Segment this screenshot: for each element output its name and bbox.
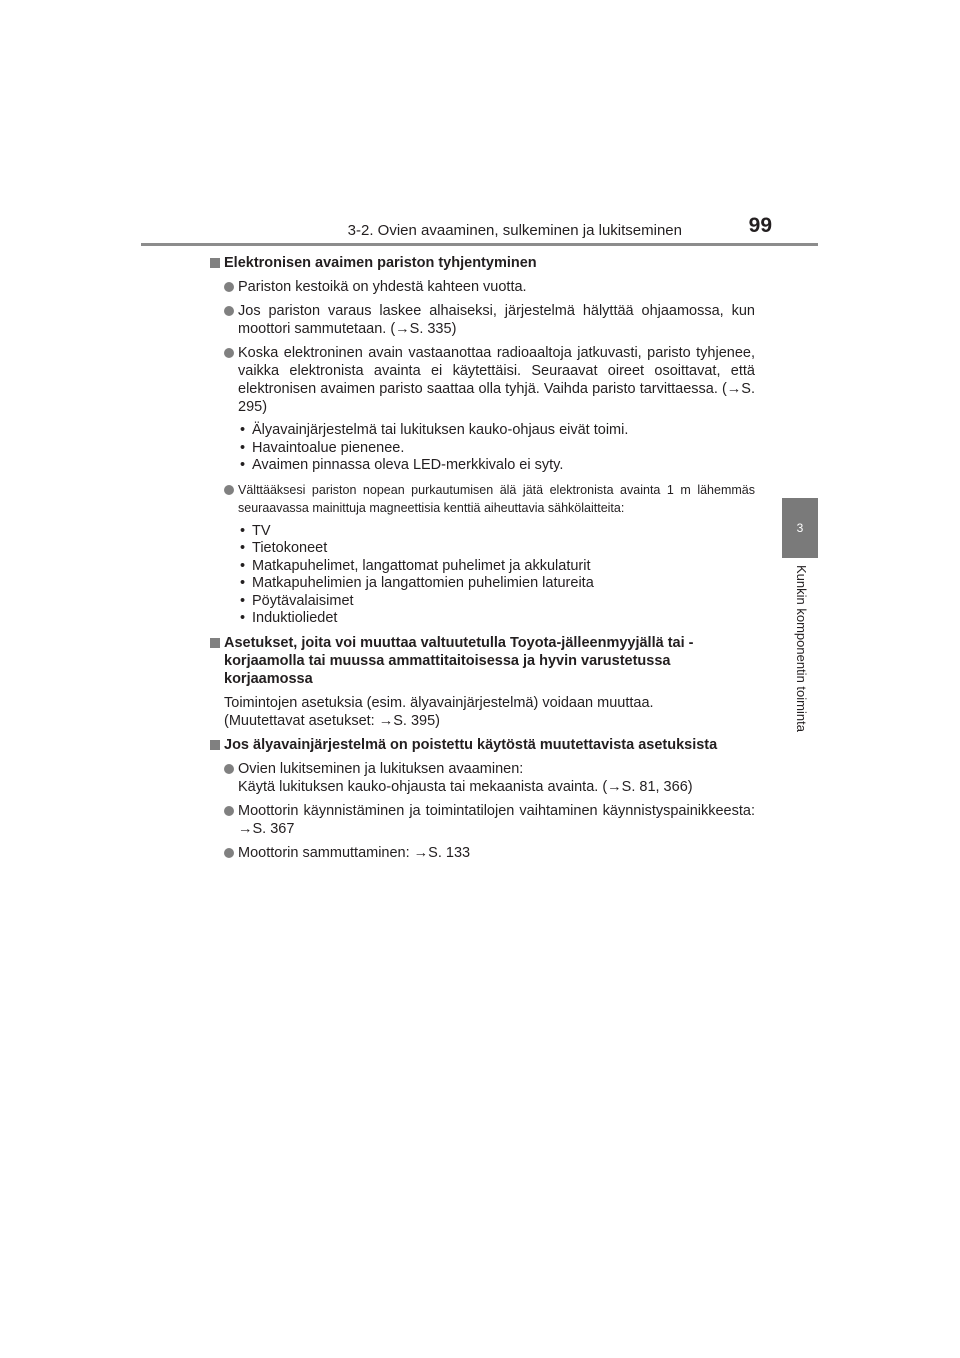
list-item: Jos pariston varaus laskee alhaiseksi, järjestelmä hälyttää ohjaamossa, kun moottori sammutetaan. (→S. 335) — [210, 302, 755, 338]
section-title: 3-2. Ovien avaaminen, sulkeminen ja lukitseminen — [347, 222, 682, 239]
chapter-tab: 3 — [782, 498, 818, 558]
circle-bullet-icon — [224, 764, 234, 774]
section-heading: Asetukset, joita voi muuttaa valtuutetulla Toyota-jälleenmyyjällä tai -korjaamolla tai muussa ammattitaitoisessa ja hyvin varustetussa korjaamossa — [210, 634, 755, 688]
chapter-label: Kunkin komponentin toiminta — [794, 565, 809, 732]
circle-bullet-icon — [224, 806, 234, 816]
page-number: 99 — [748, 214, 772, 237]
page-header — [141, 212, 818, 252]
sub-list-item: • Havaintoalue pienenee. — [238, 440, 755, 458]
symptom-list — [210, 422, 755, 475]
section-heading: Elektronisen avaimen pariston tyhjentyminen — [210, 254, 755, 272]
header-divider — [141, 243, 818, 246]
sub-list-item: • TV — [238, 523, 755, 541]
section-text: Toimintojen asetuksia (esim. älyavainjärjestelmä) voidaan muuttaa. (Muutettavat asetukset: →S. 395) — [224, 694, 654, 729]
list-item: Pariston kestoikä on yhdestä kahteen vuotta. — [210, 278, 755, 296]
list-item: Ovien lukitseminen ja lukituksen avaaminen: Käytä lukituksen kauko-ohjausta tai mekaanista avainta. (→S. 81, 366) — [210, 760, 755, 796]
list-item: Moottorin sammuttaminen: →S. 133 — [210, 844, 755, 862]
circle-bullet-icon — [224, 485, 234, 495]
sub-list-item: • Pöytävalaisimet — [238, 593, 755, 611]
sub-list-item: • Tietokoneet — [238, 540, 755, 558]
square-bullet-icon — [210, 258, 220, 268]
list-item: Moottorin käynnistäminen ja toimintatilojen vaihtaminen käynnistyspainikkeesta: →S. 367 — [210, 802, 755, 838]
square-bullet-icon — [210, 740, 220, 750]
square-bullet-icon — [210, 638, 220, 648]
sub-list-item: • Avaimen pinnassa oleva LED-merkkivalo ei syty. — [238, 457, 755, 475]
circle-bullet-icon — [224, 348, 234, 358]
page-content — [210, 254, 755, 868]
list-item: Välttääksesi pariston nopean purkautumisen älä jätä elektronista avainta 1 m lähemmäs seuraavassa mainittuja magneettisia kenttiä aiheuttavia sähkölaitteita: — [210, 481, 755, 517]
circle-bullet-icon — [224, 306, 234, 316]
circle-bullet-icon — [224, 282, 234, 292]
sub-list-item: • Matkapuhelimien ja langattomien puhelimien latureita — [238, 575, 755, 593]
sub-list-item: • Älyavainjärjestelmä tai lukituksen kauko-ohjaus eivät toimi. — [238, 422, 755, 440]
circle-bullet-icon — [224, 848, 234, 858]
section-heading: Jos älyavainjärjestelmä on poistettu käytöstä muutettavista asetuksista — [210, 736, 755, 754]
sub-list-item: • Matkapuhelimet, langattomat puhelimet ja akkulaturit — [238, 558, 755, 576]
device-list — [210, 523, 755, 628]
list-item: Koska elektroninen avain vastaanottaa radioaaltoja jatkuvasti, paristo tyhjenee, vaikka elektronista avainta ei käytettäisi. Seuraavat oireet osoittavat, että elektronisen avaimen paristo saattaa olla tyhjä. Vaihda paristo tarvittaessa. (→S. 295) — [210, 344, 755, 416]
sub-list-item: • Induktioliedet — [238, 610, 755, 628]
